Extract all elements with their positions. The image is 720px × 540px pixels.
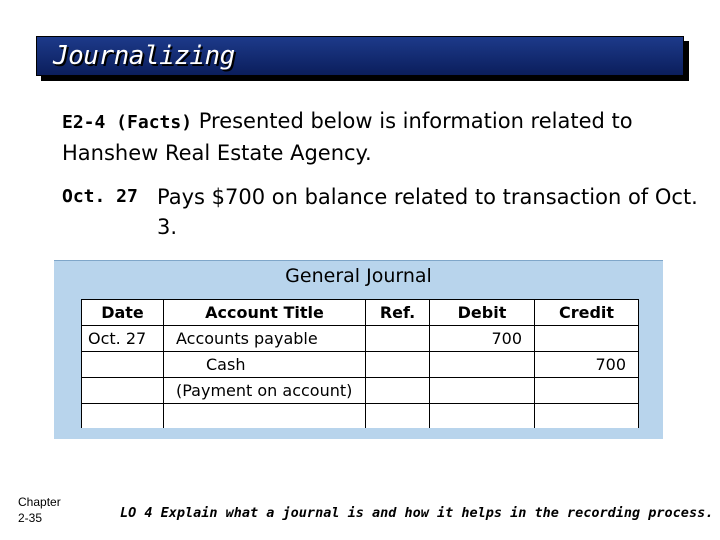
- cell-account: [164, 404, 366, 428]
- cell-credit: 700: [535, 352, 639, 378]
- cell-debit: [430, 378, 535, 404]
- cell-debit: 700: [430, 326, 535, 352]
- journal-title: General Journal: [285, 265, 432, 287]
- cell-account: Accounts payable: [164, 326, 366, 352]
- table-row: [82, 404, 639, 428]
- intro-paragraph: [62, 106, 682, 168]
- cell-ref: [366, 404, 430, 428]
- cell-account: Cash: [164, 352, 366, 378]
- table-row: [82, 352, 639, 378]
- header-debit: Debit: [430, 300, 535, 326]
- cell-date: [82, 404, 164, 428]
- header-account-title: Account Title: [164, 300, 366, 326]
- cell-debit: [430, 404, 535, 428]
- journal-header-row: [82, 300, 639, 326]
- cell-date: Oct. 27: [82, 326, 164, 352]
- transaction-description: Pays $700 on balance related to transaction of Oct. 3.: [157, 185, 698, 239]
- page-number: 2-35: [18, 511, 43, 525]
- journal-table: [81, 299, 639, 428]
- cell-debit: [430, 352, 535, 378]
- cell-credit: [535, 378, 639, 404]
- cell-account: (Payment on account): [164, 378, 366, 404]
- journal-panel: [54, 260, 663, 439]
- header-credit: Credit: [535, 300, 639, 326]
- cell-ref: [366, 352, 430, 378]
- table-row: [82, 326, 639, 352]
- cell-ref: [366, 326, 430, 352]
- cell-credit: [535, 326, 639, 352]
- cell-ref: [366, 378, 430, 404]
- transaction-date: Oct. 27: [62, 186, 138, 207]
- learning-objective: LO 4 Explain what a journal is and how it helps in the recording process.: [120, 505, 714, 521]
- exercise-label: E2-4 (Facts): [62, 112, 193, 133]
- cell-date: [82, 352, 164, 378]
- table-row: [82, 378, 639, 404]
- intro-text: Presented below is information related to Hanshew Real Estate Agency.: [62, 109, 633, 165]
- chapter-text: Chapter: [18, 495, 61, 509]
- header-ref: Ref.: [366, 300, 430, 326]
- slide-title: Journalizing: [53, 41, 235, 71]
- title-banner: [36, 36, 684, 76]
- chapter-label: [18, 494, 61, 526]
- cell-date: [82, 378, 164, 404]
- header-date: Date: [82, 300, 164, 326]
- cell-credit: [535, 404, 639, 428]
